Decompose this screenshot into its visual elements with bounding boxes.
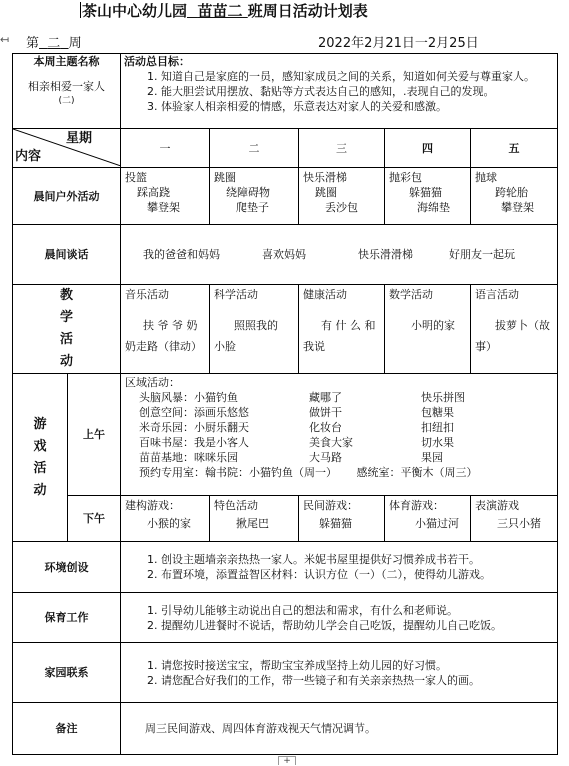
environment-line: 2. 布置环境，添置益智区材料：认识方位（一）（二），使得幼儿游戏。 — [147, 568, 491, 581]
pm-game-cell — [471, 496, 558, 542]
date-range: 2022年2月21日一2月25日 — [318, 36, 479, 51]
special-room: 预约专用室：翰书院：小猫钓鱼（周一） — [139, 466, 337, 479]
area-item: 包糖果 — [421, 406, 454, 419]
area-item: 米奇乐园：小厨乐翻天 — [139, 421, 249, 434]
teaching-cell — [385, 285, 471, 374]
week-suffix: 周 — [68, 36, 82, 51]
day-header: 五 — [471, 129, 558, 168]
teaching-title: 有 什 么 和 — [321, 319, 376, 332]
title-suffix: 班周日活动计划表 — [247, 2, 368, 20]
week-number — [26, 32, 82, 51]
game-type: 表演游戏 — [475, 499, 519, 512]
text-cursor — [80, 2, 81, 18]
teaching-title: 扶 爷 爷 奶 — [143, 319, 198, 332]
teaching-cell — [471, 285, 558, 374]
sensory-room: 感统室：平衡木（周三） — [356, 466, 478, 479]
title-school: 茶山中心幼儿园 — [82, 2, 188, 20]
environment-line: 1. 创设主题墙亲亲热热一家人。米妮书屋里提供好习惯养成书若干。 — [147, 553, 480, 566]
teaching-type: 健康活动 — [303, 288, 347, 301]
teaching-title: 照照我的 — [234, 319, 278, 332]
add-sheet-button[interactable]: + — [278, 756, 296, 765]
outdoor-cell — [299, 168, 385, 225]
area-item: 美食大家 — [309, 436, 353, 449]
goals-label: 活动总目标： — [124, 55, 190, 68]
label-char: 动 — [33, 482, 47, 498]
day-header: 四 — [385, 129, 471, 168]
area-label: 区域活动： — [125, 376, 180, 389]
environment-cell — [121, 542, 558, 593]
game-name: 小猴的家 — [147, 517, 191, 530]
notes-cell — [121, 703, 558, 755]
activity: 跨轮胎 — [495, 186, 528, 199]
outdoor-cell — [210, 168, 299, 225]
games-label — [13, 374, 68, 542]
area-item: 百味书屋：我是小客人 — [139, 436, 249, 449]
pm-game-cell — [299, 496, 385, 542]
diagonal-header — [13, 129, 121, 168]
talk-item: 喜欢妈妈 — [262, 248, 306, 261]
goals-cell — [121, 54, 558, 129]
talk-item: 我的爸爸和妈妈 — [143, 248, 220, 261]
indent-marker-icon[interactable]: ↤ — [0, 33, 10, 46]
goal-item: 3. 体验家人相亲相爱的情感，乐意表达对家人的关爱和感激。 — [147, 100, 447, 113]
outdoor-label: 晨间户外活动 — [13, 168, 121, 225]
activity: 踩高跷 — [137, 186, 170, 199]
teaching-type: 音乐活动 — [125, 288, 169, 301]
label-char: 活 — [33, 460, 47, 476]
area-item: 创意空间：添画乐悠悠 — [139, 406, 249, 419]
theme-sub: (二) — [58, 96, 75, 106]
game-name: 躲猫猫 — [319, 517, 352, 530]
area-item: 头脑风暴：小猫钓鱼 — [139, 391, 238, 404]
weekday-header-label: 星期 — [65, 131, 92, 146]
game-type: 体育游戏： — [389, 499, 444, 512]
label-char: 游 — [33, 416, 47, 432]
home-cell — [121, 643, 558, 703]
environment-label: 环境创设 — [13, 542, 121, 593]
teaching-title: 小明的家 — [411, 319, 455, 332]
outdoor-cell — [121, 168, 210, 225]
teaching-cell — [121, 285, 210, 374]
area-activities-cell — [121, 374, 558, 496]
game-name: 小猫过河 — [415, 517, 459, 530]
activity: 跳圈 — [214, 171, 236, 184]
pm-game-cell — [385, 496, 471, 542]
goal-item: 2. 能大胆尝试用摆放、黏贴等方式表达自己的感知，.表现自己的发现。 — [147, 85, 495, 98]
activity: 攀登架 — [147, 201, 180, 214]
title-class: 苗苗二 — [197, 2, 243, 20]
plan-table — [12, 53, 558, 755]
teaching-title: 事） — [475, 340, 497, 353]
activity: 爬垫子 — [236, 201, 269, 214]
label-char: 戏 — [33, 438, 47, 454]
pm-game-cell — [210, 496, 299, 542]
am-label: 上午 — [68, 374, 121, 496]
label-char: 动 — [59, 354, 73, 369]
teaching-title: 我说 — [303, 340, 325, 353]
area-item: 扣纽扣 — [421, 421, 454, 434]
talk-label: 晨间谈话 — [13, 225, 121, 285]
teaching-title: 拔萝卜（故 — [495, 319, 550, 332]
area-item: 化妆台 — [309, 421, 342, 434]
week-prefix: 第 — [26, 36, 40, 51]
area-item: 藏哪了 — [309, 391, 342, 404]
content-header-label: 内容 — [15, 149, 42, 164]
teaching-label — [13, 285, 121, 374]
goal-item: 1. 知道自己是家庭的一员，感知家成员之间的关系，知道如何关爱与尊重家人。 — [147, 70, 535, 83]
care-line: 1. 引导幼儿能够主动说出自己的想法和需求，有什么和老师说。 — [147, 603, 458, 617]
activity: 快乐滑梯 — [303, 171, 347, 184]
area-item: 大马路 — [309, 451, 342, 464]
teaching-type: 语言活动 — [475, 288, 519, 301]
activity: 投篮 — [125, 171, 147, 184]
game-name: 揪尾巴 — [236, 517, 269, 530]
pm-label: 下午 — [68, 496, 121, 542]
activity: 攀登架 — [501, 201, 534, 214]
outdoor-cell — [385, 168, 471, 225]
home-line: 2. 请您配合好我们的工作，带一些镜子和有关亲亲热热一家人的画。 — [147, 673, 480, 687]
teaching-cell — [210, 285, 299, 374]
talk-cell — [121, 225, 558, 285]
home-line: 1. 请您按时接送宝宝，帮助宝宝养成坚持上幼儿园的好习惯。 — [147, 658, 447, 672]
activity: 躲猫猫 — [409, 186, 442, 199]
area-item: 果园 — [421, 451, 443, 464]
teaching-cell — [299, 285, 385, 374]
theme-name: 相亲相爱一家人 — [28, 80, 105, 93]
care-cell — [121, 593, 558, 643]
day-header: 三 — [299, 129, 385, 168]
area-item: 快乐拼图 — [421, 391, 465, 404]
activity: 抛彩包 — [389, 171, 422, 184]
day-header: 二 — [210, 129, 299, 168]
label-char: 教 — [59, 288, 73, 303]
teaching-title: 奶走路（律动） — [125, 340, 202, 353]
activity: 海绵垫 — [417, 201, 450, 214]
talk-item: 快乐滑滑梯 — [358, 248, 413, 261]
game-type: 特色活动 — [214, 499, 258, 512]
label-char: 活 — [59, 332, 73, 347]
activity: 绕障碍物 — [226, 186, 270, 199]
game-type: 建构游戏： — [125, 499, 180, 512]
teaching-title: 小脸 — [214, 340, 236, 353]
notes-label: 备注 — [13, 703, 121, 755]
theme-cell — [13, 54, 121, 129]
activity: 抛球 — [475, 171, 497, 184]
activity: 跳圈 — [315, 186, 337, 199]
theme-label: 本周主题名称 — [33, 55, 100, 68]
care-label: 保育工作 — [13, 593, 121, 643]
activity: 丢沙包 — [325, 201, 358, 214]
area-item: 切水果 — [421, 436, 454, 449]
pm-game-cell — [121, 496, 210, 542]
notes-text: 周三民间游戏、周四体育游戏视天气情况调节。 — [145, 722, 376, 735]
area-item: 苗苗基地：咪咪乐园 — [139, 451, 238, 464]
outdoor-cell — [471, 168, 558, 225]
day-header: 一 — [121, 129, 210, 168]
game-name: 三只小猪 — [497, 517, 541, 530]
game-type: 民间游戏： — [303, 499, 358, 512]
home-label: 家园联系 — [13, 643, 121, 703]
week-num: 二 — [47, 36, 61, 51]
talk-item: 好朋友一起玩 — [449, 248, 515, 261]
teaching-type: 科学活动 — [214, 288, 258, 301]
label-char: 学 — [59, 310, 73, 325]
care-line: 2. 提醒幼儿进餐时不说话，帮助幼儿学会自己吃饭，提醒幼儿自己吃饭。 — [147, 618, 502, 632]
page-title — [82, 0, 368, 20]
teaching-type: 数学活动 — [389, 288, 433, 301]
area-item: 做饼干 — [309, 406, 342, 419]
